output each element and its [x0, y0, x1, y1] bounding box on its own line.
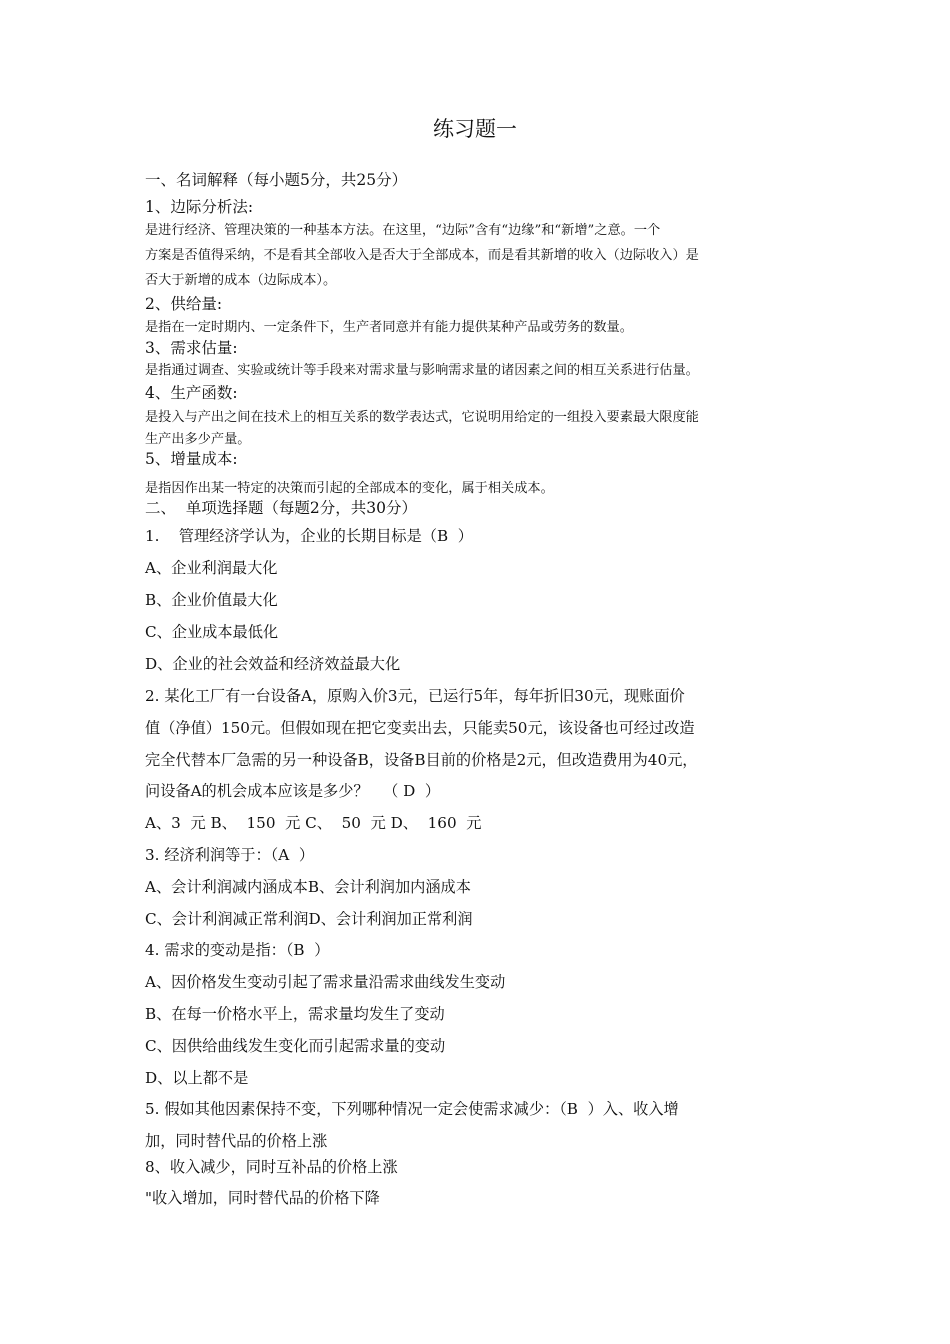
question-line: 1. 管理经济学认为，企业的长期目标是（B ） — [145, 527, 473, 545]
term-5-definition-line: 是指因作出某一特定的决策而引起的全部成本的变化，属于相关成本。 — [145, 481, 554, 496]
term-4-definition-line: 是投入与产出之间在技术上的相互关系的数学表达式，它说明用给定的一组投入要素最大限度能 — [145, 410, 699, 425]
option-line: B、在每一价格水平上，需求量均发生了变动 — [145, 1005, 445, 1023]
option-line: A、会计利润减内涵成本B、会计利润加内涵成本 — [145, 878, 471, 896]
option-line: C、因供给曲线发生变化而引起需求量的变动 — [145, 1037, 446, 1055]
option-line: 8、收入减少，同时互补品的价格上涨 — [145, 1158, 398, 1176]
option-line: B、企业价值最大化 — [145, 591, 278, 609]
option-line: C、企业成本最低化 — [145, 623, 279, 641]
term-1-definition-line: 否大于新增的成本（边际成本）。 — [145, 273, 337, 288]
option-line: D、企业的社会效益和经济效益最大化 — [145, 655, 401, 673]
option-line: C、会计利润减正常利润D、会计利润加正常利润 — [145, 910, 473, 928]
term-2-definition-line: 是指在一定时期内、一定条件下，生产者同意并有能力提供某种产品或劳务的数量。 — [145, 320, 633, 335]
page-title: 练习题一 — [433, 117, 517, 141]
term-3-definition-line: 是指通过调查、实验或统计等手段来对需求量与影响需求量的诸因素之间的相互关系进行估量。 — [145, 363, 699, 378]
term-4-definition-line: 生产出多少产量。 — [145, 432, 251, 447]
question-line: 3. 经济利润等于：（A ） — [145, 846, 315, 864]
question-line: 完全代替本厂急需的另一种设备B，设备B目前的价格是2元，但改造费用为40元， — [145, 751, 698, 769]
question-line: 5. 假如其他因素保持不变，下列哪种情况一定会使需求减少：（B ）入、收入增 — [145, 1100, 679, 1118]
term-1-definition-line: 是进行经济、管理决策的一种基本方法。在这里，“边际”含有“边缘”和“新增”之意。一个 — [145, 223, 661, 238]
term-1-label: 1、边际分析法: — [145, 198, 254, 216]
term-1-definition-line: 方案是否值得采纳，不是看其全部收入是否大于全部成本，而是看其新增的收入（边际收入）是 — [145, 248, 699, 263]
option-line: A、因价格发生变动引起了需求量沿需求曲线发生变动 — [145, 973, 506, 991]
section1-heading: 一、名词解释（每小题5分，共25分） — [145, 171, 408, 189]
question-line: 4. 需求的变动是指：（B ） — [145, 941, 330, 959]
option-line: A、3 元 B、 150 元 C、 50 元 D、 160 元 — [145, 814, 482, 832]
option-line: A、企业利润最大化 — [145, 559, 278, 577]
term-3-label: 3、需求估量: — [145, 339, 238, 357]
term-5-label: 5、增量成本: — [145, 450, 238, 468]
question-line: 值（净值）150元。但假如现在把它变卖出去，只能卖50元，该设备也可经过改造 — [145, 719, 695, 737]
option-line: D、以上都不是 — [145, 1069, 249, 1087]
term-4-label: 4、生产函数: — [145, 384, 238, 402]
term-2-label: 2、供给量: — [145, 295, 223, 313]
section2-heading: 二、 单项选择题（每题2分，共30分） — [145, 499, 417, 517]
question-line: 问设备A的机会成本应该是多少？ （ D ） — [145, 782, 441, 800]
question-line: 2. 某化工厂有一台设备A，原购入价3元，已运行5年，每年折旧30元，现账面价 — [145, 687, 685, 705]
option-line: "收入增加，同时替代品的价格下降 — [145, 1189, 380, 1207]
question-line: 加，同时替代品的价格上涨 — [145, 1132, 328, 1150]
